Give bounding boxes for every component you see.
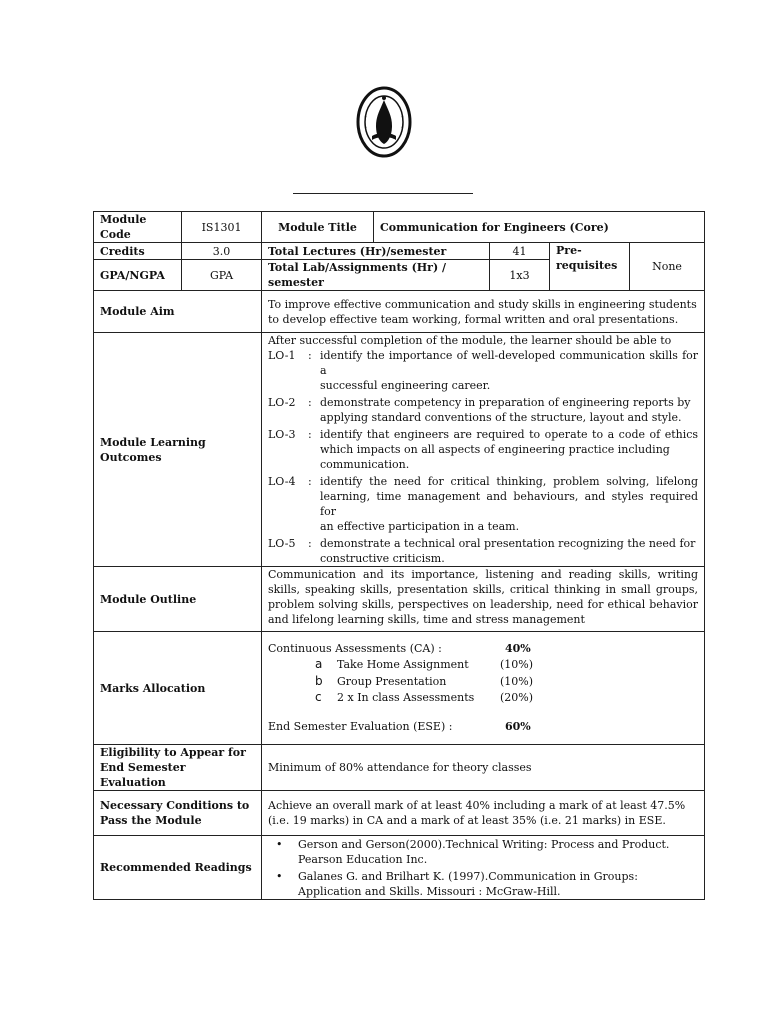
credits-row — [94, 243, 705, 260]
prerequisites-label: Pre-requisites — [550, 243, 630, 291]
readings-list — [268, 837, 698, 899]
outcome-id: LO-1 — [268, 349, 296, 362]
gpa-value: GPA — [182, 260, 262, 291]
module-aim-text: To improve effective communication and study skills in engineering students to develop effective team working, formal written and oral presentations. — [262, 291, 705, 333]
gpa-label: GPA/NGPA — [94, 260, 182, 291]
eligibility-text: Minimum of 80% attendance for theory classes — [262, 745, 705, 791]
outcome-text: demonstrate competency in preparation of engineering reports by — [320, 396, 691, 409]
outcome-text: identify the need for critical thinking, problem solving, lifelong learning, time management and behaviours, and styles required for — [320, 475, 699, 518]
ca-item-letter: b — [315, 674, 323, 688]
recommended-readings-row — [94, 836, 705, 900]
pass-conditions-label: Necessary Conditions to Pass the Module — [94, 791, 262, 836]
module-aim-row — [94, 291, 705, 333]
ese-value: 60% — [505, 720, 531, 733]
reading-text: Gerson and Gerson(2000).Technical Writing: Process and Product. Pearson Education Inc. — [298, 837, 670, 866]
outcome-item — [268, 474, 698, 534]
module-outline-row — [94, 567, 705, 632]
ca-item-name: 2 x In class Assessments — [337, 691, 475, 704]
total-lectures-label: Total Lectures (Hr)/semester — [262, 243, 490, 260]
outcome-item — [268, 427, 698, 472]
ese-label: End Semester Evaluation (ESE) : — [268, 720, 453, 733]
learning-outcomes-label: Module Learning Outcomes — [94, 333, 262, 567]
module-table — [93, 211, 705, 900]
outcome-item — [268, 348, 698, 393]
outcome-id: LO-3 — [268, 428, 296, 441]
ca-item-percent: (20%) — [500, 691, 534, 704]
ca-label: Continuous Assessments (CA) : — [268, 642, 442, 655]
recommended-readings-label: Recommended Readings — [94, 836, 262, 900]
total-lectures-value: 41 — [490, 243, 550, 260]
outcome-colon: : — [308, 396, 312, 409]
outcome-colon: : — [308, 475, 312, 488]
credits-label: Credits — [94, 243, 182, 260]
learning-outcomes-row — [94, 333, 705, 567]
outcome-id: LO-4 — [268, 475, 296, 488]
learning-outcomes-intro: After successful completion of the module, the learner should be able to — [268, 334, 672, 347]
ca-item-letter: c — [315, 690, 322, 704]
bullet-icon: • — [276, 869, 283, 883]
outcome-continuation: constructive criticism. — [320, 552, 445, 565]
bullet-icon: • — [276, 837, 283, 851]
ca-item-name: Take Home Assignment — [337, 658, 469, 671]
outcome-colon: : — [308, 349, 312, 362]
total-lab-label: Total Lab/Assignments (Hr) / semester — [262, 260, 490, 291]
university-crest-icon — [356, 86, 412, 158]
outcome-continuation: communication. — [320, 458, 410, 471]
signature-line — [293, 193, 473, 194]
eligibility-label: Eligibility to Appear for End Semester Evaluation — [94, 745, 262, 791]
outcome-id: LO-2 — [268, 396, 296, 409]
outcome-id: LO-5 — [268, 537, 296, 550]
learning-outcomes-content — [262, 333, 705, 567]
reading-text: Galanes G. and Brilhart K. (1997).Communication in Groups: Application and Skills. Missouri : McGraw-Hill. — [298, 869, 638, 898]
module-outline-text: Communication and its importance, listening and reading skills, writing skills, speaking skills, presentation skills, critical thinking in small groups, problem solving skills, perspectives on leadership, need for ethical behavior and lifelong learning skills, time and stress management — [262, 567, 705, 632]
marks-allocation-label: Marks Allocation — [94, 632, 262, 745]
marks-allocation-content — [262, 632, 705, 745]
outcome-continuation: successful engineering career. — [320, 379, 491, 392]
module-code-value: IS1301 — [182, 212, 262, 243]
outcome-item — [268, 395, 698, 425]
reading-item — [268, 869, 698, 899]
module-aim-label: Module Aim — [94, 291, 262, 333]
recommended-readings-content — [262, 836, 705, 900]
module-title-value: Communication for Engineers (Core) — [374, 212, 705, 243]
prerequisites-value: None — [630, 243, 705, 291]
outcome-continuation: applying standard conventions of the structure, layout and style. — [320, 411, 682, 424]
module-code-row — [94, 212, 705, 243]
outcome-text: demonstrate a technical oral presentation recognizing the need for — [320, 537, 696, 550]
ca-item-percent: (10%) — [500, 675, 534, 688]
total-lab-value: 1x3 — [490, 260, 550, 291]
credits-value: 3.0 — [182, 243, 262, 260]
outcome-item — [268, 536, 698, 566]
module-outline-label: Module Outline — [94, 567, 262, 632]
reading-item — [268, 837, 698, 867]
ca-value: 40% — [505, 642, 531, 655]
module-title-label: Module Title — [262, 212, 374, 243]
eligibility-row — [94, 745, 705, 791]
outcome-text: identify that engineers are required to operate to a code of ethics which impacts on all aspects of engineering practice including — [320, 428, 699, 456]
ca-item-letter: a — [315, 657, 323, 671]
outcome-colon: : — [308, 537, 312, 550]
pass-conditions-text: Achieve an overall mark of at least 40% including a mark of at least 47.5% (i.e. 19 marks) in CA and a mark of at least 35% (i.e. 21 marks) in ESE. — [262, 791, 705, 836]
ca-item-percent: (10%) — [500, 658, 534, 671]
marks-allocation-row — [94, 632, 705, 745]
ca-item-name: Group Presentation — [337, 675, 447, 688]
outcome-continuation: an effective participation in a team. — [320, 520, 520, 533]
outcome-colon: : — [308, 428, 312, 441]
pass-conditions-row — [94, 791, 705, 836]
module-code-label: Module Code — [94, 212, 182, 243]
outcome-text: identify the importance of well-developed communication skills for a — [320, 349, 699, 377]
